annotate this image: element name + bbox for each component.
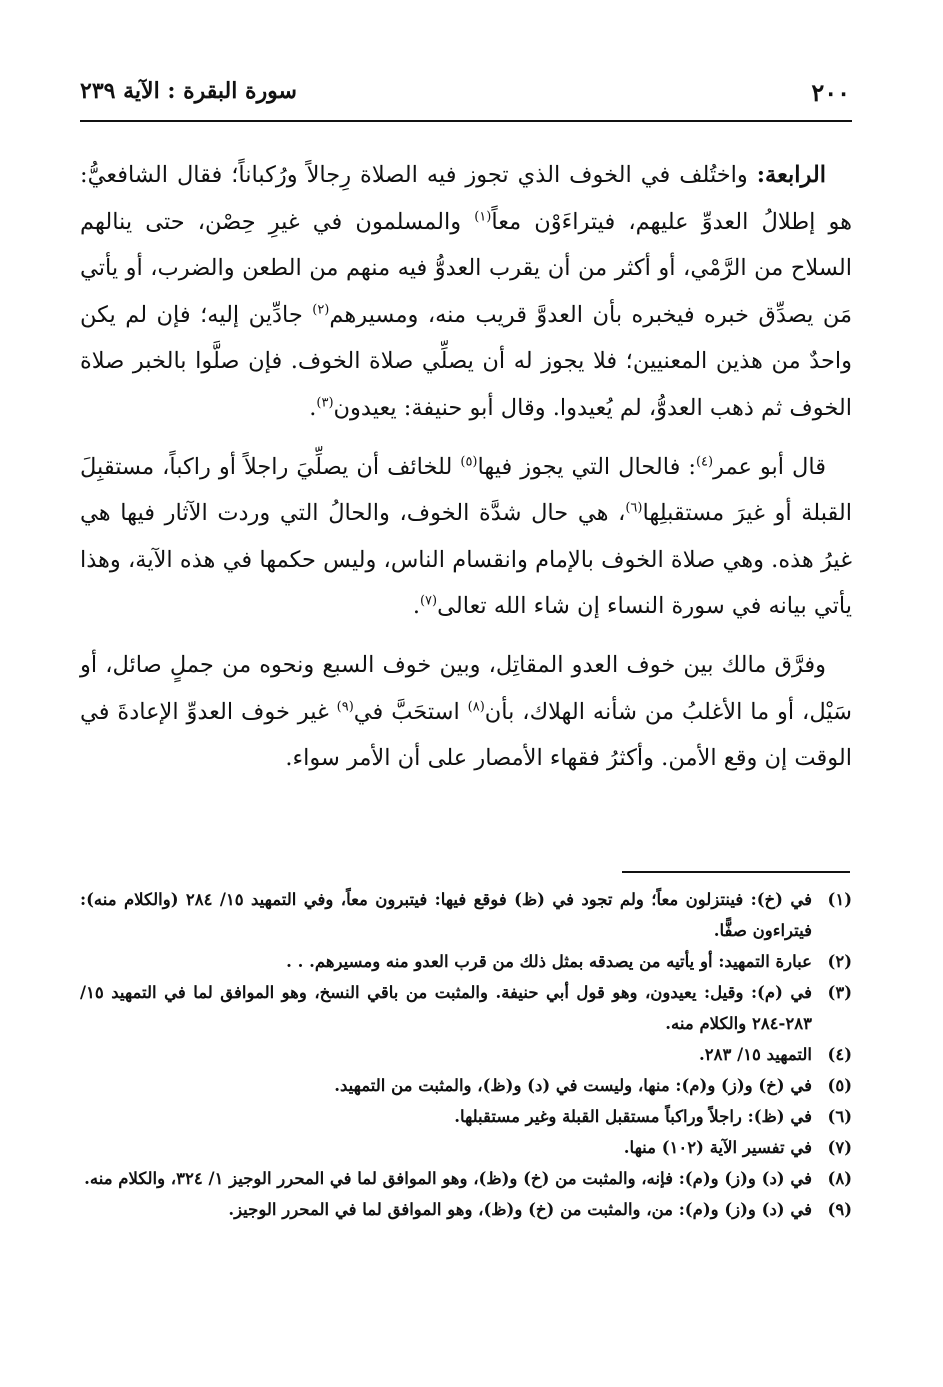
page-number: ٢٠٠ — [811, 78, 850, 107]
footnote-text: في (م): وقيل: يعيدون، وهو قول أبي حنيفة. والمثبت من باقي النسخ، وهو الموافق لما في التمهيد ١٥/ ٢٨٣-٢٨٤ والكلام منه. — [80, 983, 812, 1033]
footnote-text: في (د) و(ز) و(م): من، والمثبت من (خ) و(ظ)، وهو الموافق لما في المحرر الوجيز. — [228, 1200, 812, 1219]
page-header — [80, 78, 850, 110]
paragraph-3-text-3: غير خوف العدوِّ الإعادةَ في الوقت إن وقع الأمن. وأكثرُ فقهاء الأمصار على أن الأمر سواء. — [80, 698, 852, 772]
footnote-text: في (خ): فينتزلون معاً؛ ولم تجود في (ظ) فوقع فيها: فيتبرون معاً، وفي التمهيد ١٥/ ٢٨٤ (والكلام منه): فيتراءون صفًّا. — [80, 890, 812, 940]
footnote — [80, 1163, 852, 1194]
paragraph-3 — [80, 642, 852, 782]
main-text — [80, 152, 852, 782]
paragraph-1 — [80, 152, 852, 432]
paragraph-2-text-3: للخائف أن يصلِّيَ راجلاً أو راكباً، مستقبِلَ القبلة أو غيرَ مستقبلِها — [80, 453, 852, 527]
footnote-marker-5[interactable]: (٥) — [460, 454, 478, 470]
footnote — [80, 884, 852, 946]
paragraph-1-text-3: جادِّين إليه؛ فإن لم يكن واحدٌ من هذين المعنيين؛ فلا يجوز له أن يصلِّي صلاة الخوف. فإن صلَّوا بالخبر صلاة الخوف ثم ذهب العدوُّ، لم يُعيدوا. وقال أبو حنيفة: يعيدون — [80, 301, 852, 421]
footnotes — [80, 884, 852, 1225]
section-lead: الرابعة: — [756, 162, 826, 188]
footnote-text: في (د) و(ز) و(م): فإنه، والمثبت من (خ) و(ظ)، وهو الموافق لما في المحرر الوجيز ١/ ٣٢٤، والكلام منه. — [84, 1169, 812, 1188]
footnote-number: (٦) — [827, 1107, 852, 1126]
footnote — [80, 1132, 852, 1163]
footnote — [80, 1070, 852, 1101]
footnote-marker-7[interactable]: (٧) — [419, 593, 438, 609]
footnote-text: في تفسير الآية (١٠٢) منها. — [623, 1138, 812, 1157]
footnote-marker-6[interactable]: (٦) — [625, 500, 643, 516]
paragraph-2-text-4: ، هي حال شدَّة الخوف، والحالُ التي وردت الآثار فيها هي غيرُ هذه. وهي صلاة الخوف بالإمام وانقسام الناس، وليس حكمها في هذه الآية، وهذا يأتي بيانه في سورة النساء إن شاء الله تعالى — [80, 500, 852, 620]
footnote-text: التمهيد ١٥/ ٢٨٣. — [699, 1045, 812, 1064]
footnote-separator — [622, 871, 850, 873]
footnote-number: (٥) — [827, 1076, 852, 1095]
header-rule — [80, 120, 852, 122]
footnote-marker-8[interactable]: (٨) — [467, 699, 485, 715]
footnote-number: (٧) — [827, 1138, 852, 1157]
footnote-text: في (ظ): راجلاً وراكباً مستقبل القبلة وغير مستقبلها. — [454, 1107, 812, 1126]
footnote — [80, 1101, 852, 1132]
footnote-number: (٣) — [827, 983, 852, 1002]
paragraph-2-text-1: قال أبو عمر — [713, 453, 827, 480]
footnote-marker-1[interactable]: (١) — [474, 209, 492, 225]
paragraph-1-text-2: والمسلمون في غيرِ حِصْن، حتى ينالهم السلاح من الرَّمْي، أو أكثر من أن يقرب العدوُّ فيه منهم من الطعن والضرب، أو يأتي مَن يصدِّق خبره فيخبره بأن العدوَّ قريب منه، ومسيرهم — [80, 208, 853, 328]
paragraph-2-text-2: : فالحال التي يجوز فيها — [477, 453, 696, 480]
footnote-marker-4[interactable]: (٤) — [695, 454, 714, 470]
running-title: سورة البقرة : الآية ٢٣٩ — [80, 78, 297, 104]
paragraph-1-text-4: . — [309, 394, 317, 421]
paragraph-1-text-1: واختُلف في الخوف الذي تجوز فيه الصلاة رِجالاً ورُكباناً؛ فقال الشافعيُّ: هو إطلالُ العدوِّ عليهم، فيتراءَوْن معاً — [80, 162, 853, 235]
footnote — [80, 1194, 852, 1225]
footnote — [80, 1039, 852, 1070]
footnote-number: (٨) — [827, 1169, 852, 1188]
footnote-text: في (خ) و(ز) و(م): منها، وليست في (د) و(ظ)، والمثبت من التمهيد. — [334, 1076, 812, 1095]
footnote-number: (١) — [827, 890, 852, 909]
paragraph-3-text-2: استحَبَّ في — [353, 698, 468, 725]
footnote-marker-3[interactable]: (٣) — [316, 395, 334, 411]
footnote-number: (٢) — [827, 952, 852, 971]
paragraph-3-text-1: وفرَّق مالك بين خوف العدو المقاتِل، وبين خوف السبع ونحوه من جملٍ صائل، أو سَيْل، أو ما الأغلبُ من شأنه الهلاك، بأن — [80, 651, 852, 725]
footnote-number: (٩) — [827, 1200, 852, 1219]
footnote — [80, 946, 852, 977]
paragraph-2 — [80, 444, 852, 630]
footnote-text: عبارة التمهيد: أو يأتيه من يصدقه بمثل ذلك من قرب العدو منه ومسيرهم. . . — [286, 952, 812, 971]
footnote-marker-2[interactable]: (٢) — [312, 302, 330, 318]
paragraph-2-text-5: . — [412, 593, 420, 620]
footnote-number: (٤) — [827, 1045, 852, 1064]
footnote-marker-9[interactable]: (٩) — [336, 699, 354, 715]
footnote — [80, 977, 852, 1039]
